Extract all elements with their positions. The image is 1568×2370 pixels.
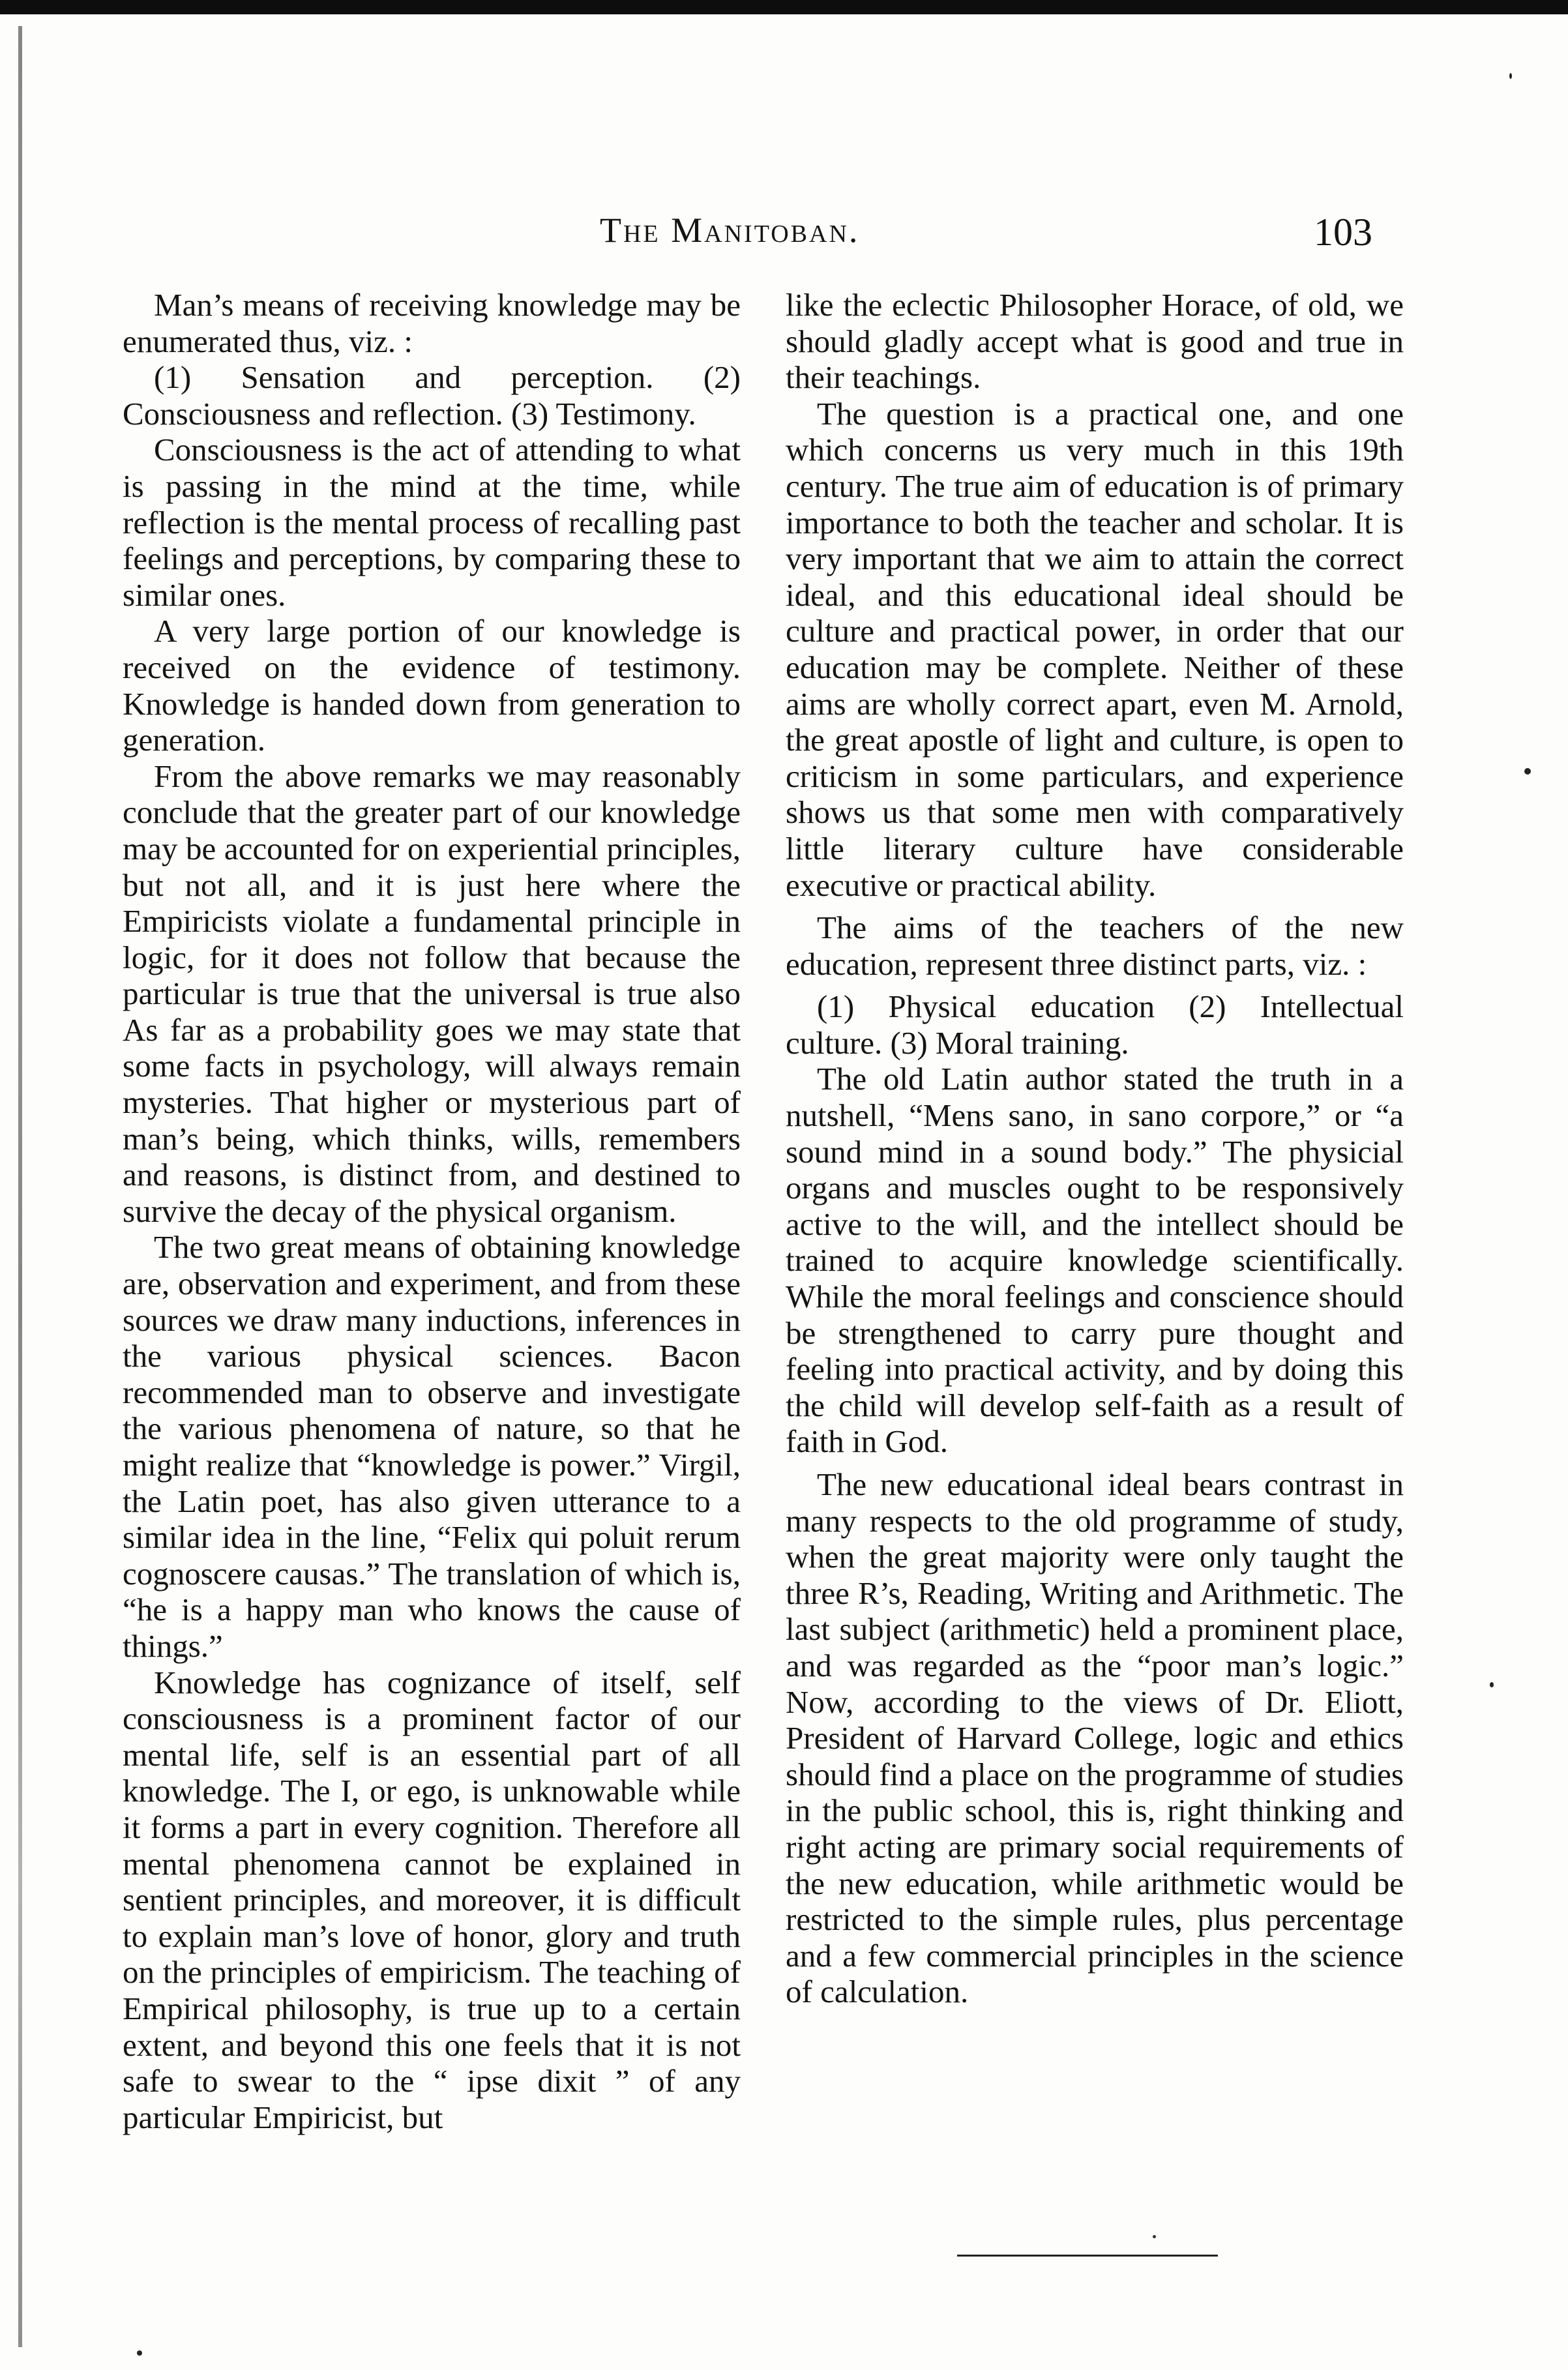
- paragraph: The question is a practical one, and one which concerns us very much in this 19th century. The true aim of education is of primary importance to both the teacher and scholar. It is very important that we aim to attain the correct ideal, and this educational ideal should be culture and practical power, in order that our education may be complete. Neither of these aims are wholly correct apart, even M. Arnold, the great apostle of light and culture, is open to criticism in some particulars, and experience shows us that some men with comparatively little literary culture have considerable executive or practical ability.: [786, 395, 1404, 903]
- scan-speck: [137, 2350, 142, 2356]
- paragraph: Man’s means of receiving knowledge may be enumerated thus, viz. :: [123, 287, 741, 359]
- paragraph: Consciousness is the act of attending to what is passing in the mind at the time, while reflection is the mental process of recalling past feelings and perceptions, by comparing these to similar ones.: [123, 432, 741, 613]
- paragraph: The old Latin author stated the truth in a nutshell, “Mens sano, in sano corpore,” or “a sound mind in a sound body.” The physicial organs and muscles ought to be responsively active to the will, and the intellect should be trained to acquire knowledge scientifically. While the moral feelings and conscience should be strengthened to carry pure thought and feeling into practical activity, and by doing this the child will develop self-faith as a result of faith in God.: [786, 1061, 1404, 1460]
- top-border-rule: [0, 0, 1568, 14]
- paragraph: From the above remarks we may reasonably conclude that the greater part of our knowledge may be accounted for on experiential principles, but not all, and it is just here where the Empiricists violate a fundamental principle in logic, for it does not follow that because the particular is true that the universal is true also As far as a probability goes we may state that some facts in psychology, will always remain mysteries. That higher or mysterious part of man’s being, which thinks, wills, remembers and reasons, is distinct from, and destined to survive the decay of the physical organism.: [123, 758, 741, 1229]
- paragraph: The aims of the teachers of the new education, represent three distinct parts, viz. :: [786, 910, 1404, 982]
- end-of-article-rule: [957, 2255, 1218, 2257]
- scan-speck: [1524, 768, 1531, 775]
- scan-speck: [1509, 73, 1512, 79]
- page-number: 103: [1314, 211, 1372, 254]
- paragraph: A very large portion of our knowledge is received on the evidence of testimony. Knowledge is handed down from generation to generation.: [123, 613, 741, 758]
- paragraph: The two great means of obtaining knowledge are, observation and experiment, and from these sources we draw many inductions, inferences in the various physical sciences. Bacon recommended man to observe and investigate the various phenomena of nature, so that he might realize that “knowledge is power.” Virgil, the Latin poet, has also given utterance to a similar idea in the line, “Felix qui poluit rerum cognoscere causas.” The translation of which is, “he is a happy man who knows the cause of things.”: [123, 1229, 741, 1664]
- end-ornament-dot: [1153, 2235, 1156, 2238]
- running-header: [0, 210, 1568, 256]
- paragraph: Knowledge has cognizance of itself, self consciousness is a prominent factor of our mental life, self is an essential part of all knowledge. The I, or ego, is unknowable while it forms a part in every cognition. Therefore all mental phenomena cannot be explained in sentient principles, and moreover, it is difficult to explain man’s love of honor, glory and truth on the principles of empiricism. The teaching of Empirical philosophy, is true up to a certain extent, and beyond this one feels that it is not safe to swear to the “ ipse dixit ” of any particular Empiricist, but: [123, 1664, 741, 2135]
- paragraph: The new educational ideal bears contrast in many respects to the old programme of study, when the great majority were only taught the three R’s, Reading, Writing and Arithmetic. The last subject (arithmetic) held a prominent place, and was regarded as the “poor man’s logic.” Now, according to the views of Dr. Eliott, President of Harvard College, logic and ethics should find a place on the programme of studies in the public school, this is, right thinking and right acting are primary social requirements of the new education, while arithmetic would be restricted to the simple rules, plus percentage and a few commercial principles in the science of calculation.: [786, 1466, 1404, 2010]
- left-column: [123, 287, 741, 2135]
- right-column: [786, 287, 1404, 2010]
- paragraph: (1) Physical education (2) Intellectual culture. (3) Moral training.: [786, 988, 1404, 1061]
- running-title: The Manitoban.: [600, 211, 860, 250]
- page-left-edge-shadow: [18, 26, 22, 2347]
- paragraph-continued: like the eclectic Philosopher Horace, of old, we should gladly accept what is good and true in their teachings.: [786, 287, 1404, 396]
- paragraph: (1) Sensation and perception. (2) Consciousness and reflection. (3) Testimony.: [123, 359, 741, 432]
- scan-speck: [1490, 1682, 1494, 1687]
